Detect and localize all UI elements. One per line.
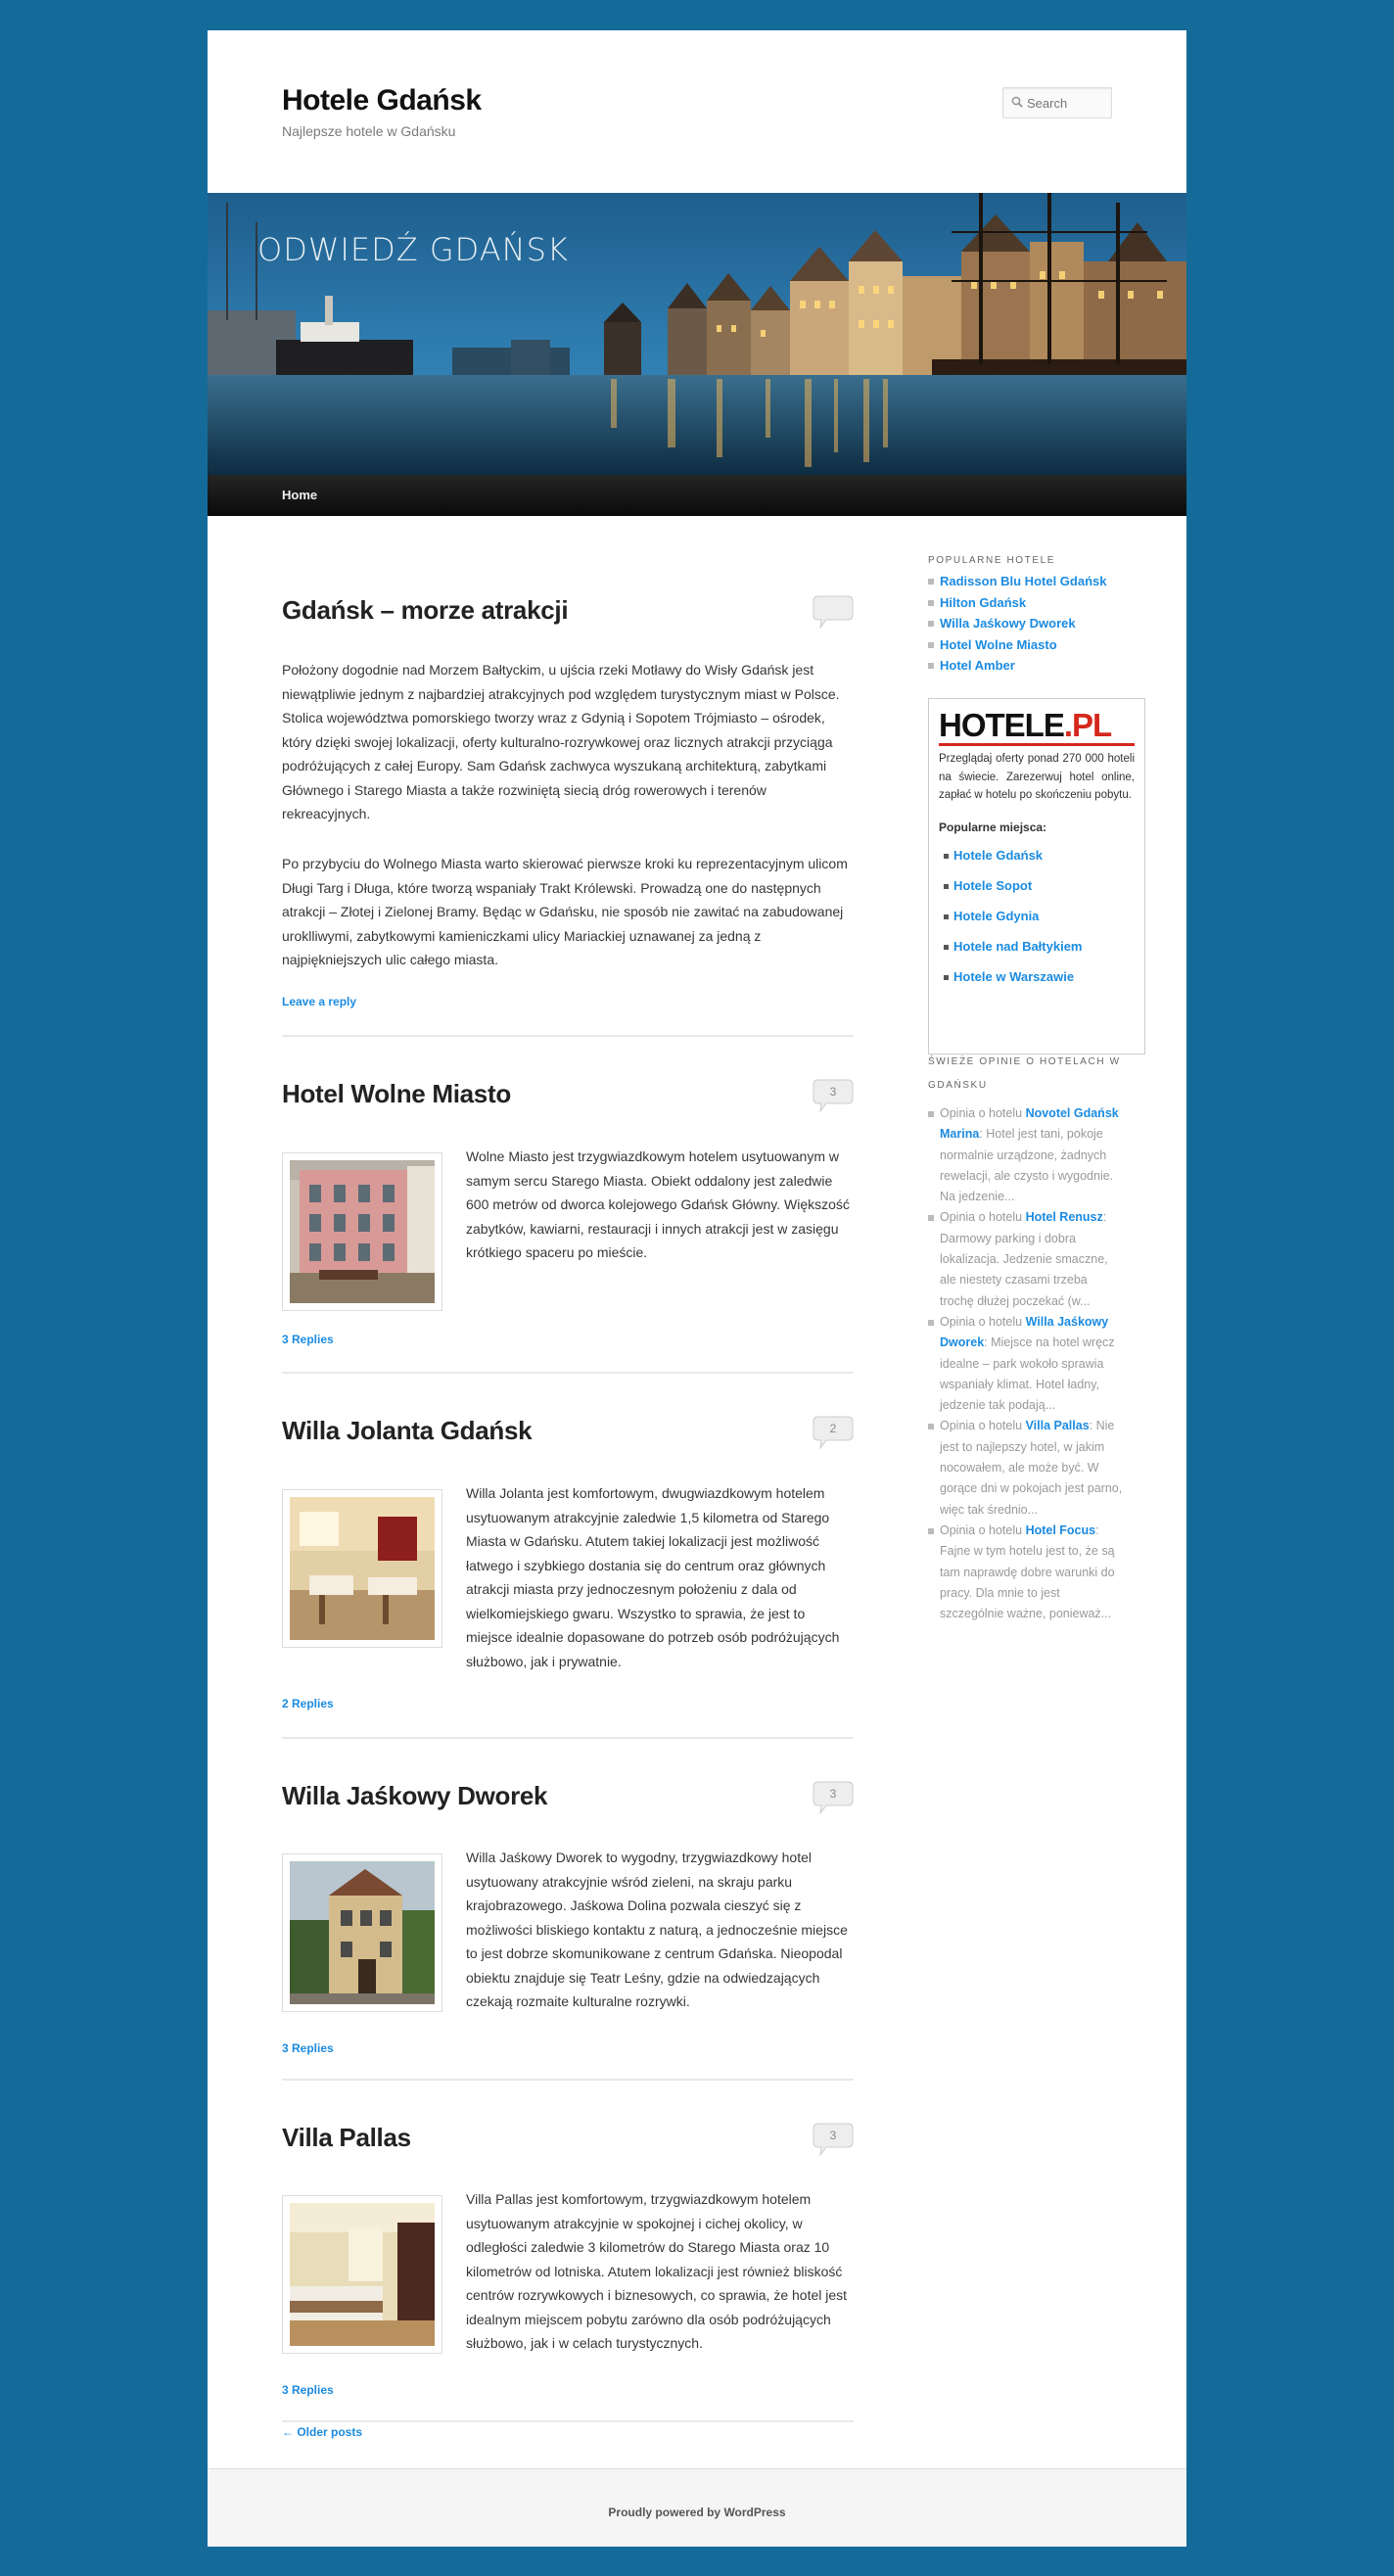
popular-hotel-link[interactable]: Willa Jaśkowy Dworek	[940, 616, 1076, 631]
review-text: : Fajne w tym hotelu jest to, że są tam naprawdę dobre warunki do pracy. Dla mnie to jest szczególnie ważne, ponieważ...	[940, 1522, 1115, 1621]
popular-hotel-item	[928, 592, 1153, 614]
comments-bubble[interactable]	[813, 1781, 854, 1810]
reviews-list	[928, 1103, 1124, 1624]
review-text: : Nie jest to najlepszy hotel, w jakim nocowałem, ale może być. W gorące dni w pokojach jest parno, więc tak średnio...	[940, 1419, 1123, 1517]
comment-count: 2	[829, 1422, 837, 1435]
popular-hotel-link[interactable]: Hotel Amber	[940, 658, 1015, 673]
hotel-thumbnail[interactable]	[282, 2195, 442, 2354]
popular-hotel-link[interactable]: Hilton Gdańsk	[940, 594, 1027, 610]
leave-reply-link[interactable]: Leave a reply	[282, 995, 357, 1008]
post-title[interactable]: Villa Pallas	[282, 2123, 411, 2152]
review-prefix: Opinia o hotelu	[940, 1314, 1026, 1329]
popular-place-item	[939, 931, 1135, 961]
replies-link[interactable]: 3 Replies	[282, 2383, 334, 2397]
post-separator	[282, 2420, 854, 2422]
banner-title: ODWIEDŹ GDAŃSK	[257, 231, 569, 268]
comment-count: 3	[829, 1085, 837, 1099]
post-separator	[282, 2079, 854, 2081]
post-excerpt: Villa Pallas jest komfortowym, trzygwiazdkowym hotelem usytuowanym atrakcyjnie w spokojnej i cichej okolicy, w odległości zaledwie 3 kilometrów do Starego Miasta oraz 10 kilometrów od lotniska. Atutem lokalizacji jest również bliskość centrów rozrywkowych i biznesowych, co sprawia, że hotel jest idealnym miejscem pobytu zarówno dla osób podróżujących służbowo, jak i w celach turystycznych.	[466, 2191, 848, 2351]
comments-bubble[interactable]	[813, 595, 854, 625]
hotele-pl-widget	[928, 698, 1145, 1054]
post-villa-pallas	[282, 2123, 854, 2397]
review-hotel-link[interactable]: Hotel Renusz	[1025, 1210, 1103, 1225]
hotele-description: Przeglądaj oferty ponad 270 000 hoteli na świecie. Zarezerwuj hotel online, zapłać w hotelu po skończeniu pobytu.	[939, 753, 1135, 801]
search-icon	[1011, 96, 1023, 108]
post-willa-jolanta	[282, 1416, 854, 1719]
post-hotel-wolne-miasto	[282, 1079, 854, 1353]
comment-count: 3	[829, 2129, 837, 2142]
post-title[interactable]: Gdańsk – morze atrakcji	[282, 595, 569, 625]
post-excerpt: Wolne Miasto jest trzygwiazdkowym hotelem usytuowanym w samym sercu Starego Miasta. Obiekt oddalony jest zaledwie 600 metrów od dworca kolejowego Gdańsk Główny. Większość zabytków, kawiarni, restauracji i innych atrakcji jest w zasięgu krótkiego spaceru po mieście.	[466, 1148, 850, 1260]
popular-hotel-item	[928, 634, 1153, 656]
popular-hotels-list	[928, 571, 1153, 677]
nav-item-home[interactable]: Home	[282, 488, 318, 502]
footer-credit[interactable]: Proudly powered by WordPress	[608, 2506, 786, 2519]
comments-bubble[interactable]	[813, 1416, 854, 1445]
hotele-logo-pl: .PL	[1063, 707, 1112, 743]
post-title[interactable]: Hotel Wolne Miasto	[282, 1079, 511, 1108]
popular-place-link[interactable]: Hotele Gdańsk	[953, 847, 1044, 863]
recent-reviews-widget	[928, 1051, 1124, 1624]
popular-place-item	[939, 961, 1135, 992]
hotele-logo-text: HOTELE	[939, 707, 1064, 743]
post-title[interactable]: Willa Jaśkowy Dworek	[282, 1781, 548, 1810]
replies-link[interactable]: 3 Replies	[282, 2041, 334, 2055]
popular-place-item	[939, 901, 1135, 931]
post-excerpt: Willa Jolanta jest komfortowym, dwugwiazdkowym hotelem usytuowanym atrakcyjnie zaledwie 1,5 kilometra od Starego Miasta w Gdańsku. Atutem takiej lokalizacji jest możliwość łatwego i szybkiego dostania się do centrum oraz głównych atrakcji miasta przy jednoczesnym położeniu z dala od wielkomiejskiego gwaru. Wszystko to sprawia, że jest to miejsce idealnie dopasowane do potrzeb osób podróżujących służbowo, jak i prywatnie.	[466, 1485, 840, 1669]
hotel-thumbnail[interactable]	[282, 1853, 442, 2012]
logo-underline	[939, 743, 1135, 746]
site-footer	[208, 2468, 1186, 2547]
review-prefix: Opinia o hotelu	[940, 1522, 1026, 1537]
popular-hotel-item	[928, 571, 1153, 592]
search-box[interactable]	[1002, 87, 1112, 118]
popular-place-link[interactable]: Hotele Gdynia	[953, 908, 1040, 923]
popular-places-list	[939, 840, 1135, 992]
hotel-thumbnail[interactable]	[282, 1152, 442, 1311]
replies-link[interactable]: 2 Replies	[282, 1697, 334, 1710]
post-title[interactable]: Willa Jolanta Gdańsk	[282, 1416, 533, 1445]
comment-bubble-icon	[813, 595, 854, 629]
review-prefix: Opinia o hotelu	[940, 1419, 1026, 1433]
main-navigation	[208, 475, 1186, 516]
review-item	[928, 1416, 1124, 1520]
post-paragraph: Po przybyciu do Wolnego Miasta warto skierować pierwsze kroki ku reprezentacyjnym ulicom Długi Targ i Długa, które tworzą wspaniały Trakt Królewski. Prowadzą one do następnych atrakcji – Złotej i Zielonej Bramy. Będąc w Gdańsku, nie sposób nie zawitać na zabudowanej uroklliwymi, zabytkowymi kamieniczkami ulicy Mariackiej uznawanej za jedną z najpiękniejszych ulic całego miasta.	[282, 856, 848, 967]
review-prefix: Opinia o hotelu	[940, 1106, 1026, 1120]
post-separator	[282, 1372, 854, 1374]
sidebar-popular-widget	[928, 550, 1153, 677]
popular-hotel-link[interactable]: Radisson Blu Hotel Gdańsk	[940, 574, 1107, 588]
review-hotel-link[interactable]: Willa Jaśkowy Dworek	[940, 1314, 1109, 1350]
post-separator	[282, 1035, 854, 1037]
popular-hotel-item	[928, 655, 1153, 677]
review-text: : Hotel jest tani, pokoje normalnie urządzone, żadnych rewelacji, ale czysto i wygodnie. Na jedzenie...	[940, 1127, 1114, 1204]
popular-place-link[interactable]: Hotele Sopot	[953, 877, 1033, 893]
review-item	[928, 1207, 1124, 1311]
page-wrapper	[208, 30, 1186, 2547]
popular-place-link[interactable]: Hotele w Warszawie	[953, 968, 1075, 984]
popular-hotel-item	[928, 613, 1153, 634]
site-description: Najlepsze hotele w Gdańsku	[282, 123, 456, 139]
widget-title: ŚWIEŻE OPINIE O HOTELACH W GDAŃSKU	[928, 1056, 1121, 1091]
review-hotel-link[interactable]: Novotel Gdańsk Marina	[940, 1106, 1119, 1142]
post-paragraph: Położony dogodnie nad Morzem Bałtyckim, u ujścia rzeki Motławy do Wisły Gdańsk jest niewątpliwie jednym z najbardziej atrakcyjnych pod względem turystycznym miast w Polsce. Stolica województwa pomorskiego tworzy wraz z Gdynią i Sopotem Trójmiasto – ośrodek, który dzięki swojej lokalizacji, oferty kulturalno-rozrywkowej oraz licznych atrakcji przyciąga podróżujących z całej Europy. Sam Gdańsk zachwyca wyszukaną architekturą, zabytkami Głównego i Starego Miasta a także rozwiniętą siecią dróg rowerowych i terenów rekreacyjnych.	[282, 662, 840, 821]
review-hotel-link[interactable]: Villa Pallas	[1025, 1419, 1090, 1433]
widget-title: POPULARNE HOTELE	[928, 555, 1056, 566]
search-input[interactable]	[1027, 93, 1107, 113]
post-willa-jaskowy-dworek	[282, 1781, 854, 2055]
popular-places-title: Popularne miejsca:	[939, 820, 1047, 834]
popular-place-link[interactable]: Hotele nad Bałtykiem	[953, 938, 1083, 954]
popular-hotel-link[interactable]: Hotel Wolne Miasto	[940, 636, 1057, 652]
review-prefix: Opinia o hotelu	[940, 1210, 1026, 1225]
popular-place-item	[939, 870, 1135, 901]
post-excerpt: Willa Jaśkowy Dworek to wygodny, trzygwiazdkowy hotel usytuowany atrakcyjnie wśród zieleni, na skraju parku krajobrazowego. Jaśkowa Dolina pozwala cieszyć się z możliwości bliskiego kontaktu z naturą, a jednocześnie miejsce to jest dobrze skomunikowane z centrum Gdańska. Nieopodal obiektu znajduje się Teatr Leśny, gdzie na odwiedzających czekają rozmaite kulturalne rozrywki.	[466, 1850, 848, 2009]
review-text: : Miejsce na hotel wręcz idealne – park wokoło sprawia wspaniały klimat. Hotel ładny, jedzenie tak podają...	[940, 1335, 1115, 1413]
post-separator	[282, 1737, 854, 1739]
older-posts-link[interactable]: ← Older posts	[282, 2425, 363, 2439]
review-item	[928, 1103, 1124, 1207]
comment-count: 3	[829, 1787, 837, 1801]
comments-bubble[interactable]	[813, 2123, 854, 2152]
hotele-pl-logo[interactable]	[939, 709, 1135, 742]
review-item	[928, 1312, 1124, 1416]
popular-place-item	[939, 840, 1135, 870]
post-gdansk-morze-atrakcji	[282, 595, 854, 1016]
review-text: : Darmowy parking i dobra lokalizacja. Jedzenie smaczne, ale niestety czasami trzeba trochę dłużej poczekać (w...	[940, 1210, 1108, 1308]
site-title[interactable]: Hotele Gdańsk	[282, 84, 482, 117]
replies-link[interactable]: 3 Replies	[282, 1333, 334, 1346]
review-item	[928, 1521, 1124, 1624]
comments-bubble[interactable]	[813, 1079, 854, 1108]
review-hotel-link[interactable]: Hotel Focus	[1025, 1522, 1096, 1537]
hotel-thumbnail[interactable]	[282, 1489, 442, 1648]
